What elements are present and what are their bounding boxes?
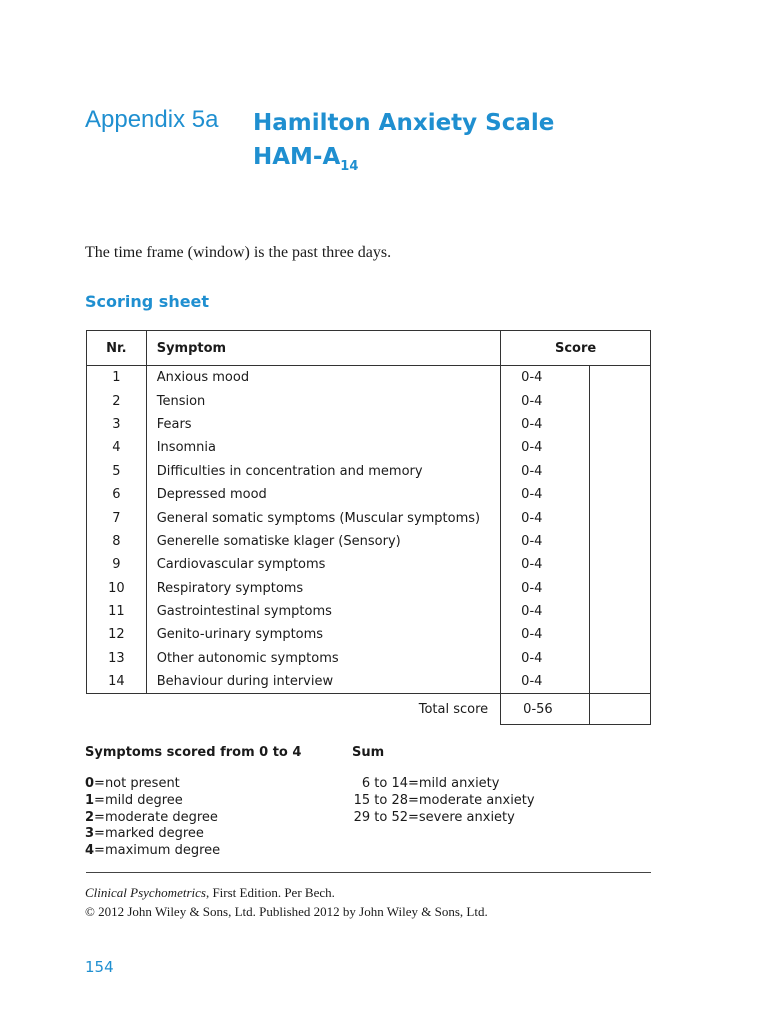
table-row [87,413,651,436]
header-score: Score [501,331,651,366]
row-score-box[interactable] [590,670,651,694]
row-range: 0-4 [521,627,543,643]
row-nr: 2 [87,389,147,412]
row-range: 0-4 [501,670,590,694]
row-score-box[interactable] [590,389,651,412]
row-range: 0-4 [521,557,543,573]
appendix-label: Appendix 5a [85,106,219,133]
table-row [87,623,651,646]
legend-list [85,776,220,860]
legend-item [85,843,220,860]
table-row [87,577,651,600]
legend-text: =mild degree [94,792,183,808]
row-symptom: General somatic symptoms (Muscular symptoms) [146,506,500,529]
legend-item [85,810,220,827]
total-range: 0-56 [501,694,590,725]
row-score-box[interactable] [590,530,651,553]
legend-key: 0 [85,776,95,791]
row-score-box[interactable] [590,483,651,506]
table-row [87,647,651,670]
row-nr: 9 [87,553,147,576]
sum-title: Sum [352,745,385,760]
sum-text: =severe anxiety [408,809,515,825]
header-nr: Nr. [87,331,147,366]
sum-item [352,776,535,793]
row-symptom: Insomnia [146,436,500,459]
row-range: 0-4 [521,440,543,456]
row-score-box[interactable] [590,460,651,483]
row-nr: 13 [87,647,147,670]
row-symptom: Behaviour during interview [146,670,500,694]
table-body [87,366,651,694]
row-score-box[interactable] [590,413,651,436]
sum-range: 15 to 28 [353,792,408,808]
row-symptom: Difficulties in concentration and memory [146,460,500,483]
row-nr: 5 [87,460,147,483]
row-score-box[interactable] [590,577,651,600]
sum-text: =moderate anxiety [408,792,535,808]
legend-text: =moderate degree [94,809,218,825]
row-score-box[interactable] [590,553,651,576]
row-range: 0-4 [521,463,543,479]
sum-range: 6 to 14 [361,776,408,791]
legend-item [85,776,220,793]
title-line-1: Hamilton Anxiety Scale [253,110,555,136]
row-score-box[interactable] [590,647,651,670]
row-nr: 11 [87,600,147,623]
total-score-box[interactable] [590,694,651,725]
total-label: Total score [418,701,489,717]
row-symptom: Anxious mood [146,366,500,390]
legend-title: Symptoms scored from 0 to 4 [85,745,302,760]
row-symptom: Depressed mood [146,483,500,506]
row-nr: 6 [87,483,147,506]
table-header-row [87,331,651,366]
row-nr: 8 [87,530,147,553]
sum-text: =mild anxiety [408,776,500,791]
sum-item [352,793,535,810]
intro-text: The time frame (window) is the past three days. [85,244,392,261]
footer-copyright: © 2012 John Wiley & Sons, Ltd. Published 2012 by John Wiley & Sons, Ltd. [85,904,488,919]
legend-text: =not present [94,776,180,791]
legend-text: =maximum degree [94,843,221,859]
sum-item [352,810,535,827]
row-nr: 4 [87,436,147,459]
footer [85,883,488,921]
row-symptom: Tension [146,389,500,412]
row-range: 0-4 [521,510,543,526]
page-number: 154 [85,958,114,976]
row-range: 0-4 [521,487,543,503]
row-range: 0-4 [521,533,543,549]
sum-list [352,776,535,826]
row-nr: 7 [87,506,147,529]
table-row [87,460,651,483]
footer-divider [86,872,651,873]
row-nr: 14 [87,670,147,694]
table-row [87,553,651,576]
table-row [87,389,651,412]
row-symptom: Generelle somatiske klager (Sensory) [146,530,500,553]
row-score-box[interactable] [590,600,651,623]
row-symptom: Gastrointestinal symptoms [146,600,500,623]
row-score-box[interactable] [590,436,651,459]
book-edition: , First Edition. Per Bech. [205,885,335,900]
row-range: 0-4 [521,416,543,432]
row-range: 0-4 [521,370,543,386]
table-row [87,506,651,529]
row-range: 0-4 [521,604,543,620]
row-nr: 12 [87,623,147,646]
legend-key: 2 [85,809,95,825]
sum-range: 29 to 52 [353,809,408,825]
legend-key: 4 [85,843,95,859]
row-symptom: Other autonomic symptoms [146,647,500,670]
legend-key: 1 [85,792,95,808]
legend-item [85,793,220,810]
row-score-box[interactable] [590,366,651,390]
row-range: 0-4 [521,650,543,666]
row-nr: 1 [87,366,147,390]
row-range: 0-4 [521,580,543,596]
table-row [87,670,651,694]
title-line-2 [253,140,554,184]
table-row [87,436,651,459]
page-title [253,106,554,184]
row-symptom: Respiratory symptoms [146,577,500,600]
row-nr: 3 [87,413,147,436]
row-score-box[interactable] [590,623,651,646]
title-subscript: 14 [340,159,359,174]
book-title: Clinical Psychometrics [85,885,206,900]
section-title: Scoring sheet [85,292,210,311]
title-main: HAM-A [253,144,341,170]
total-row [87,694,651,725]
row-score-box[interactable] [590,506,651,529]
header-symptom: Symptom [146,331,500,366]
legend-text: =marked degree [94,826,204,842]
row-symptom: Fears [146,413,500,436]
scoring-table [86,330,651,725]
row-symptom: Cardiovascular symptoms [146,553,500,576]
table-row [87,530,651,553]
table-row [87,600,651,623]
row-symptom: Genito-urinary symptoms [146,623,500,646]
row-nr: 10 [87,577,147,600]
legend-key: 3 [85,826,95,842]
table-row [87,366,651,390]
row-range: 0-4 [521,393,543,409]
footer-citation [85,883,488,902]
legend-item [85,826,220,843]
table-row [87,483,651,506]
